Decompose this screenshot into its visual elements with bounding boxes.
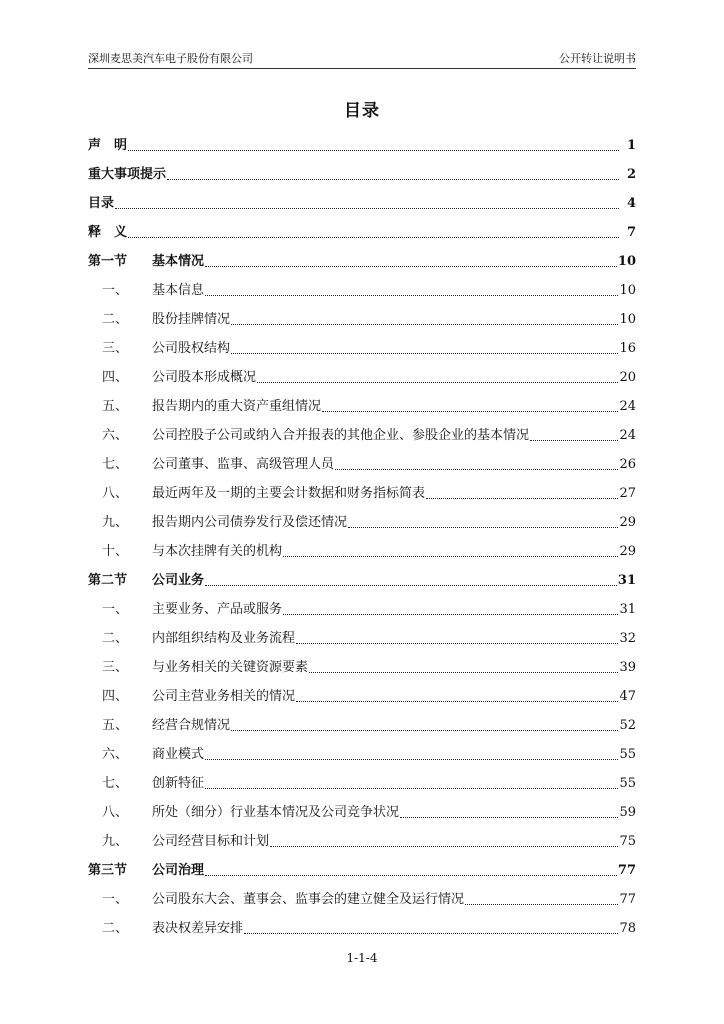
toc-dot-leader: [205, 775, 618, 789]
toc-entry-page: 31: [617, 573, 636, 588]
toc-entry-number: 八、: [102, 486, 129, 501]
toc-entry-label: 报告期内公司债券发行及偿还情况: [152, 515, 348, 530]
toc-entry-page: 39: [619, 660, 636, 675]
toc-entry-number: 五、: [102, 399, 129, 414]
toc-entry-number: 二、: [102, 312, 129, 327]
toc-entry-label: 公司经营目标和计划: [152, 834, 270, 849]
toc-entry-label: 公司主营业务相关的情况: [152, 689, 296, 704]
toc-entry-label: 表决权差异安排: [152, 921, 244, 936]
toc-entry-number: 第三节: [88, 863, 128, 878]
toc-dot-leader: [244, 920, 618, 934]
toc-entry-number: 一、: [102, 602, 129, 617]
toc-entry-label: 股份挂牌情况: [152, 312, 231, 327]
toc-entry-label: 声 明: [88, 138, 128, 153]
toc-entry-number: 七、: [102, 776, 129, 791]
toc-entry-number: 三、: [102, 660, 129, 675]
toc-entry-label: 最近两年及一期的主要会计数据和财务指标简表: [152, 486, 426, 501]
toc-entry-page: 24: [619, 428, 636, 443]
toc-entry-page: 59: [619, 805, 636, 820]
toc-dot-leader: [335, 456, 618, 470]
toc-dot-leader: [465, 891, 618, 905]
toc-entry-page: 78: [619, 921, 636, 936]
toc-entry-number: 九、: [102, 515, 129, 530]
toc-entry[interactable]: [88, 832, 636, 852]
toc-dot-leader: [231, 717, 618, 731]
toc-entry-page: 1: [626, 138, 636, 153]
toc-entry-label: 创新特征: [152, 776, 205, 791]
toc-entry[interactable]: [88, 455, 636, 475]
toc-entry-page: 10: [617, 254, 636, 269]
toc-entry-page: 16: [619, 341, 636, 356]
toc-entry-page: 4: [626, 196, 636, 211]
toc-entry-label: 基本信息: [152, 283, 205, 298]
toc-dot-leader: [283, 543, 618, 557]
toc-entry-number: 八、: [102, 805, 129, 820]
toc-entry-page: 10: [619, 283, 636, 298]
toc-entry-label: 重大事项提示: [88, 167, 167, 182]
toc-entry[interactable]: [88, 658, 636, 678]
toc-entry[interactable]: [88, 339, 636, 359]
toc-entry[interactable]: [88, 310, 636, 330]
toc-entry-page: 24: [619, 399, 636, 414]
toc-dot-leader: [231, 340, 618, 354]
toc-dot-leader: [205, 862, 617, 876]
toc-entry[interactable]: [88, 194, 636, 214]
toc-entry-number: 二、: [102, 631, 129, 646]
toc-dot-leader: [205, 253, 617, 267]
toc-title: 目录: [344, 101, 380, 121]
toc-dot-leader: [231, 311, 618, 325]
toc-dot-leader: [128, 224, 619, 238]
toc-entry-page: 2: [626, 167, 636, 182]
toc-dot-leader: [296, 688, 618, 702]
toc-entry[interactable]: [88, 745, 636, 765]
toc-dot-leader: [205, 746, 618, 760]
toc-entry-page: 55: [619, 747, 636, 762]
toc-entry[interactable]: [88, 861, 636, 881]
toc-entry-number: 二、: [102, 921, 129, 936]
toc-dot-leader: [322, 398, 618, 412]
toc-entry-label: 报告期内的重大资产重组情况: [152, 399, 322, 414]
toc-entry-number: 六、: [102, 428, 129, 443]
toc-entry-page: 55: [619, 776, 636, 791]
toc-entry[interactable]: [88, 687, 636, 707]
toc-entry-label: 内部组织结构及业务流程: [152, 631, 296, 646]
toc-entry[interactable]: [88, 397, 636, 417]
page-header: [88, 52, 636, 69]
toc-entry-number: 五、: [102, 718, 129, 733]
toc-entry[interactable]: [88, 252, 636, 272]
toc-entry[interactable]: [88, 890, 636, 910]
toc-entry-number: 一、: [102, 283, 129, 298]
toc-entry-number: 七、: [102, 457, 129, 472]
toc-entry[interactable]: [88, 716, 636, 736]
toc-dot-leader: [296, 630, 618, 644]
toc-entry-label: 经营合规情况: [152, 718, 231, 733]
toc-entry-number: 九、: [102, 834, 129, 849]
toc-entry[interactable]: [88, 803, 636, 823]
toc-entry-number: 四、: [102, 689, 129, 704]
toc-entry-label: 公司业务: [152, 573, 205, 588]
toc-entry[interactable]: [88, 281, 636, 301]
toc-entry-number: 十、: [102, 544, 129, 559]
toc-entry[interactable]: [88, 542, 636, 562]
toc-entry-page: 20: [619, 370, 636, 385]
toc-entry-number: 第二节: [88, 573, 128, 588]
toc-entry-page: 7: [626, 225, 636, 240]
toc-entry-label: 公司股东大会、董事会、监事会的建立健全及运行情况: [152, 892, 465, 907]
toc-entry-label: 目录: [88, 196, 115, 211]
toc-entry-page: 52: [619, 718, 636, 733]
toc-dot-leader: [309, 659, 618, 673]
toc-entry-number: 四、: [102, 370, 129, 385]
toc-dot-leader: [426, 485, 618, 499]
toc-entry-label: 主要业务、产品或服务: [152, 602, 283, 617]
toc-entry[interactable]: [88, 426, 636, 446]
toc-entry-label: 基本情况: [152, 254, 205, 269]
toc-entry-label: 与本次挂牌有关的机构: [152, 544, 283, 559]
header-document-type: 公开转让说明书: [559, 52, 636, 65]
toc-dot-leader: [400, 804, 618, 818]
toc-entry[interactable]: [88, 165, 636, 185]
toc-entry-page: 31: [619, 602, 636, 617]
toc-entry-page: 32: [619, 631, 636, 646]
toc-entry-label: 公司董事、监事、高级管理人员: [152, 457, 335, 472]
toc-entry-page: 27: [619, 486, 636, 501]
toc-entry[interactable]: [88, 571, 636, 591]
toc-entry[interactable]: [88, 136, 636, 156]
toc-entry[interactable]: [88, 368, 636, 388]
toc-entry-number: 三、: [102, 341, 129, 356]
toc-entry-label: 公司治理: [152, 863, 205, 878]
toc-entry-page: 29: [619, 515, 636, 530]
toc-entry[interactable]: [88, 600, 636, 620]
toc-entry-label: 与业务相关的关键资源要素: [152, 660, 309, 675]
toc-entry-page: 47: [619, 689, 636, 704]
toc-dot-leader: [167, 166, 619, 180]
toc-entry[interactable]: [88, 223, 636, 243]
toc-entry-label: 释 义: [88, 225, 128, 240]
toc-dot-leader: [115, 195, 619, 209]
toc-entry-label: 公司控股子公司或纳入合并报表的其他企业、参股企业的基本情况: [152, 428, 530, 443]
toc-entry-label: 所处（细分）行业基本情况及公司竞争状况: [152, 805, 400, 820]
toc-entry[interactable]: [88, 919, 636, 939]
toc-entry[interactable]: [88, 484, 636, 504]
toc-dot-leader: [257, 369, 618, 383]
toc-entry-page: 29: [619, 544, 636, 559]
toc-entry-page: 26: [619, 457, 636, 472]
toc-dot-leader: [283, 601, 618, 615]
toc-entry-page: 75: [619, 834, 636, 849]
toc-entry-page: 77: [619, 892, 636, 907]
toc-entry-page: 10: [619, 312, 636, 327]
toc-dot-leader: [128, 137, 619, 151]
toc-entry-label: 公司股本形成概况: [152, 370, 257, 385]
toc-dot-leader: [205, 282, 618, 296]
toc-entry[interactable]: [88, 513, 636, 533]
toc-dot-leader: [270, 833, 618, 847]
toc-entry-number: 六、: [102, 747, 129, 762]
toc-entry[interactable]: [88, 629, 636, 649]
page-number: 1-1-4: [346, 951, 378, 965]
toc-entry-number: 一、: [102, 892, 129, 907]
toc-entry-page: 77: [617, 863, 636, 878]
toc-entry[interactable]: [88, 774, 636, 794]
toc-entry-label: 公司股权结构: [152, 341, 231, 356]
toc-dot-leader: [205, 572, 617, 586]
toc-dot-leader: [348, 514, 618, 528]
header-company-name: 深圳麦思美汽车电子股份有限公司: [88, 52, 253, 65]
toc-dot-leader: [530, 427, 618, 441]
toc-entry-label: 商业模式: [152, 747, 205, 762]
toc-entry-number: 第一节: [88, 254, 128, 269]
